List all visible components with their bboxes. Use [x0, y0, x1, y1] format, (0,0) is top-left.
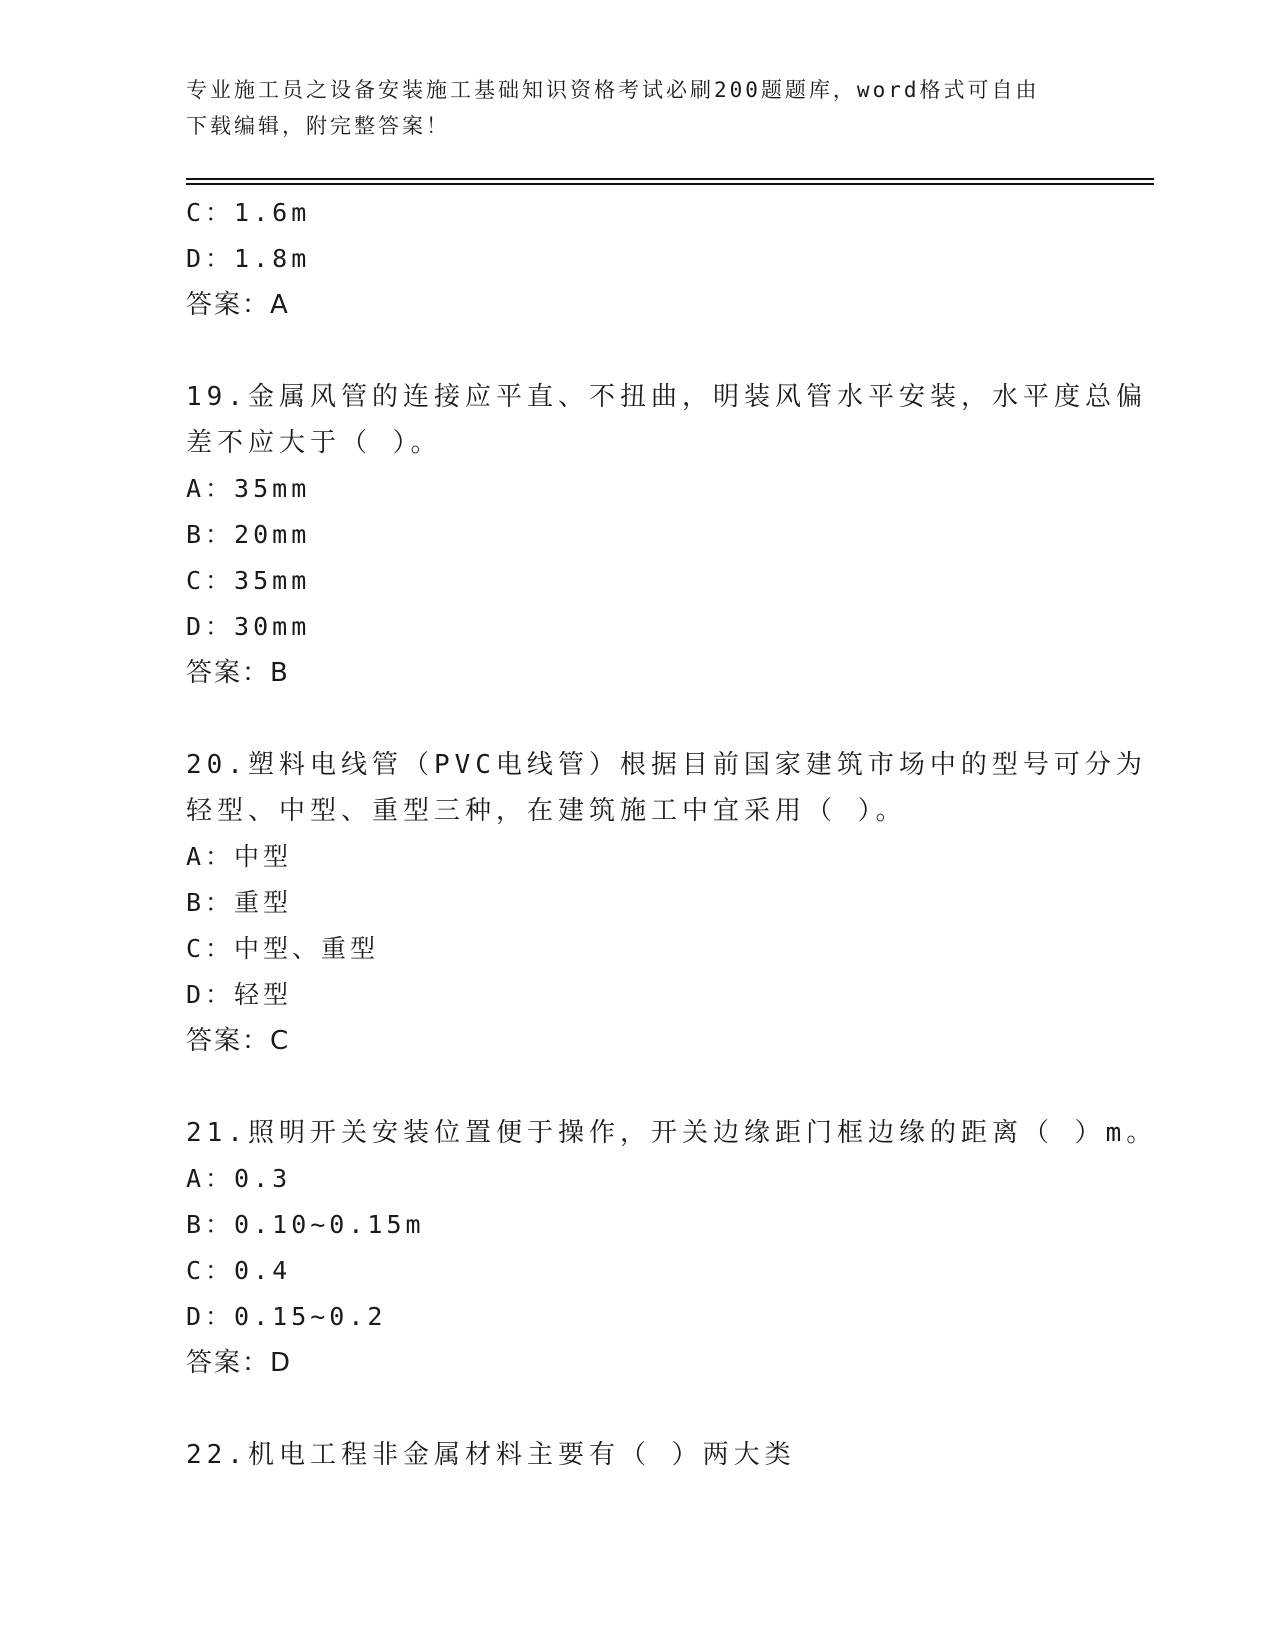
option-c: C：35mm: [186, 566, 311, 595]
option-a: A：35mm: [186, 474, 311, 503]
question-22: [186, 1432, 1126, 1478]
header-rule-top: [186, 178, 1154, 180]
question-text-line: 轻型、中型、重型三种，在建筑施工中宜采用（ ）。: [186, 796, 907, 826]
option-d: D：1.8m: [186, 244, 311, 273]
option-a: A：0.3: [186, 1164, 292, 1193]
question-text-line: 22.机电工程非金属材料主要有（ ）两大类: [186, 1440, 796, 1470]
question-text-line: 19.金属风管的连接应平直、不扭曲，明装风管水平安装，水平度总偏: [186, 382, 1147, 412]
option-b: B：重型: [186, 888, 293, 917]
question-text-line: 差不应大于（ ）。: [186, 428, 442, 458]
answer: 答案：C: [186, 1026, 291, 1056]
question-text-line: 21.照明开关安装位置便于操作，开关边缘距门框边缘的距离（ ）m。: [186, 1118, 1158, 1148]
spacer: [186, 1064, 1126, 1110]
question-text-line: 20.塑料电线管（PVC电线管）根据目前国家建筑市场中的型号可分为: [186, 750, 1147, 780]
option-d: D：0.15~0.2: [186, 1302, 387, 1331]
spacer: [186, 1386, 1126, 1432]
option-b: B：0.10~0.15m: [186, 1210, 425, 1239]
question-21: [186, 1110, 1158, 1386]
question-list: [186, 190, 1158, 1478]
answer: 答案：B: [186, 658, 290, 688]
header-line-1: 专业施工员之设备安装施工基础知识资格考试必刷200题题库，word格式可自由: [186, 78, 1040, 102]
header-line-2: 下载编辑，附完整答案！: [186, 114, 450, 138]
option-d: D：轻型: [186, 980, 293, 1009]
question-19: [186, 374, 1147, 696]
option-b: B：20mm: [186, 520, 311, 549]
question-20: [186, 742, 1147, 1064]
option-c: C：1.6m: [186, 198, 311, 227]
option-d: D：30mm: [186, 612, 311, 641]
spacer: [186, 696, 1126, 742]
answer: 答案：D: [186, 1348, 293, 1378]
answer: 答案：A: [186, 290, 290, 320]
option-a: A：中型: [186, 842, 293, 871]
question-18-tail: [186, 190, 1126, 328]
option-c: C：中型、重型: [186, 934, 380, 963]
header-rule-bottom: [186, 183, 1154, 185]
page-header: [186, 72, 1086, 144]
spacer: [186, 328, 1126, 374]
option-c: C：0.4: [186, 1256, 292, 1285]
